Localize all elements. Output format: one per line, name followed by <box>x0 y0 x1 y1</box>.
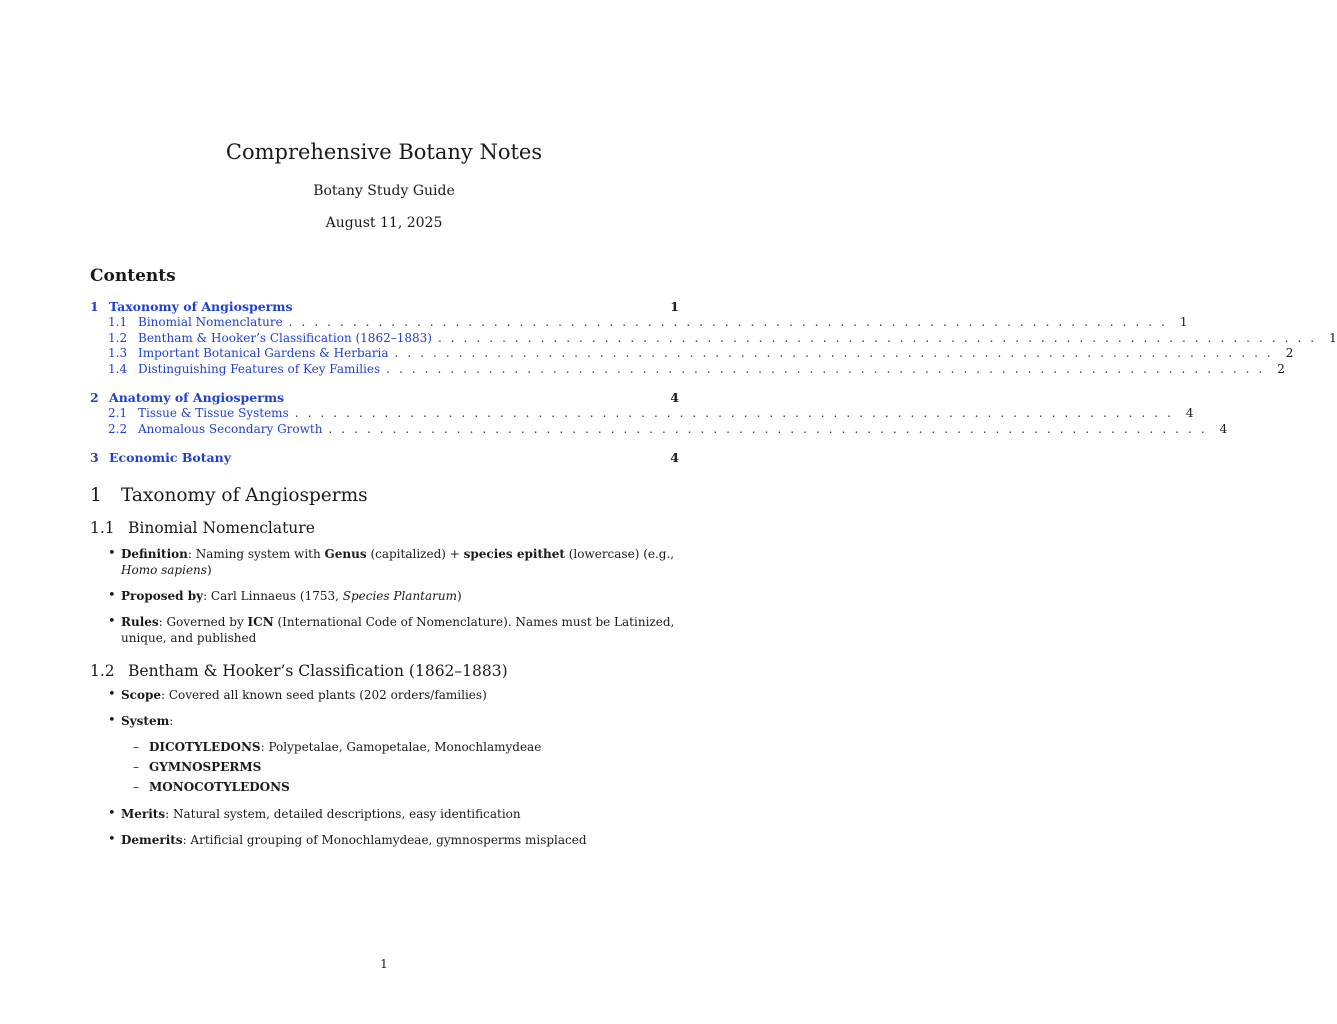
toc-entry-2-1[interactable] <box>90 406 1194 422</box>
dash-marker: – <box>133 760 139 774</box>
item-italic: Homo sapiens <box>121 563 207 577</box>
item-text: : Covered all known seed plants (202 orders/families) <box>161 688 487 702</box>
toc-entry-2-2[interactable] <box>90 421 1228 438</box>
toc-gap <box>90 437 679 450</box>
toc-entry-1-4[interactable] <box>90 361 1285 378</box>
item-text: : Carl Linnaeus (1753, <box>203 589 343 603</box>
item-label: Scope <box>121 688 162 702</box>
bullet-list <box>108 546 679 646</box>
toc-link[interactable]: Bentham & Hooker’s Classification (1862–1883) <box>138 330 432 345</box>
item-label: GYMNOSPERMS <box>149 760 262 774</box>
subsection-number: 1.1 <box>90 519 115 537</box>
toc-page: 4 <box>670 450 679 465</box>
toc-entry-section-1[interactable] <box>90 299 679 315</box>
item-text: ) <box>457 589 462 603</box>
toc-dot-leader: . . . . . . . . . . . . . . . . . . . . . . . . . . . . . . . . . . . . . . . . . . . . . . . . . . . . . . . . . . . . . . . . . . . . . <box>394 346 1274 360</box>
bullet-icon: • <box>108 614 116 629</box>
item-bold: ICN <box>247 615 274 629</box>
toc-link[interactable]: Binomial Nomenclature <box>138 315 283 329</box>
bullet-list <box>108 687 679 848</box>
toc-number: 1.2 <box>108 330 128 345</box>
bullet-icon: • <box>108 832 116 847</box>
item-text: : Artificial grouping of Monochlamydeae, gymnosperms misplaced <box>182 833 587 847</box>
toc-number: 1.4 <box>108 361 128 376</box>
subsection-title: Bentham & Hooker’s Classification (1862–1883) <box>128 662 508 680</box>
toc-dot-leader: . . . . . . . . . . . . . . . . . . . . . . . . . . . . . . . . . . . . . . . . . . . . . . . . . . . . . . . . . . . . . . . . . . . . . <box>328 421 1208 436</box>
toc-page: 1 <box>670 299 679 314</box>
toc-gap <box>90 377 679 390</box>
toc-page: 4 <box>670 390 679 405</box>
toc-entry-1-1[interactable] <box>90 315 1188 331</box>
item-label: DICOTYLEDONS <box>149 740 261 754</box>
item-text: : Polypetalae, Gamopetalae, Monochlamydeae <box>260 740 542 754</box>
item-text: : Governed by <box>158 615 248 629</box>
toc-entry-section-3[interactable] <box>90 450 679 466</box>
list-item <box>108 546 679 578</box>
list-item <box>108 614 679 646</box>
toc-link[interactable]: Anomalous Secondary Growth <box>138 421 323 436</box>
item-text: : <box>169 714 174 728</box>
item-label: Merits <box>121 807 166 821</box>
toc-page: 1 <box>1179 315 1188 329</box>
list-item <box>108 806 679 822</box>
item-label: Definition <box>121 547 188 561</box>
toc-number: 2.1 <box>108 406 128 420</box>
document-date: August 11, 2025 <box>325 215 443 231</box>
page-number: 1 <box>380 957 388 971</box>
subsection-number: 1.2 <box>90 662 115 680</box>
section-title: Taxonomy of Angiosperms <box>121 485 368 506</box>
bullet-icon: • <box>108 687 116 702</box>
bullet-icon: • <box>108 713 116 728</box>
dash-marker: – <box>133 780 139 794</box>
dash-marker: – <box>133 740 139 754</box>
toc-page: 4 <box>1219 421 1228 436</box>
toc-number: 3 <box>90 450 99 465</box>
list-item <box>108 687 679 703</box>
item-italic: Species Plantarum <box>342 589 457 603</box>
item-text: : Naming system with <box>187 547 325 561</box>
toc-link[interactable]: Economic Botany <box>109 450 231 465</box>
toc-link[interactable]: Tissue & Tissue Systems <box>138 406 289 420</box>
bullet-icon: • <box>108 806 116 821</box>
toc-spacer <box>293 299 669 315</box>
bullet-icon: • <box>108 546 116 561</box>
toc-number: 1.1 <box>108 315 128 329</box>
item-bold: Genus <box>324 547 367 561</box>
bullet-icon: • <box>108 588 116 603</box>
toc-link[interactable]: Important Botanical Gardens & Herbaria <box>138 346 389 360</box>
toc-dot-leader: . . . . . . . . . . . . . . . . . . . . . . . . . . . . . . . . . . . . . . . . . . . . . . . . . . . . . . . . . . . . . . . . . . . . . <box>386 361 1265 376</box>
toc-page: 2 <box>1277 361 1285 376</box>
document-title: Comprehensive Botany Notes <box>225 140 543 164</box>
subsection-heading <box>90 518 315 538</box>
toc-number: 2.2 <box>108 421 128 436</box>
toc-entry-1-3[interactable] <box>90 346 1294 362</box>
item-bold: species epithet <box>463 547 565 561</box>
subsection-title: Binomial Nomenclature <box>128 519 315 537</box>
toc-heading: Contents <box>90 266 176 286</box>
item-text: (lowercase) (e.g., <box>564 547 675 561</box>
toc-link[interactable]: Distinguishing Features of Key Families <box>138 361 381 376</box>
item-label: System <box>121 714 170 728</box>
list-item <box>108 588 679 604</box>
document-author: Botany Study Guide <box>313 183 455 199</box>
item-label: Rules <box>121 615 159 629</box>
toc-number: 1 <box>90 299 99 314</box>
nested-list-item <box>108 779 679 795</box>
item-text: (International Code of Nomenclature). Names must be Latinized, unique, and published <box>121 615 675 645</box>
section-heading <box>90 484 368 508</box>
nested-list-item <box>108 739 679 755</box>
toc-page: 2 <box>1285 346 1294 360</box>
list-item <box>108 713 679 729</box>
toc-spacer <box>231 450 669 466</box>
toc-page: 4 <box>1185 406 1194 420</box>
toc-dot-leader: . . . . . . . . . . . . . . . . . . . . . . . . . . . . . . . . . . . . . . . . . . . . . . . . . . . . . . . . . . . . . . . . . . . . . <box>294 406 1174 420</box>
toc-spacer <box>284 390 669 406</box>
item-label: MONOCOTYLEDONS <box>149 780 290 794</box>
toc-dot-leader: . . . . . . . . . . . . . . . . . . . . . . . . . . . . . . . . . . . . . . . . . . . . . . . . . . . . . . . . . . . . . . . . . . . . . <box>288 315 1168 329</box>
toc-number: 2 <box>90 390 99 405</box>
toc-link[interactable]: Taxonomy of Angiosperms <box>109 299 293 314</box>
table-of-contents <box>90 299 1337 466</box>
list-item <box>108 832 679 848</box>
section-number: 1 <box>90 485 102 506</box>
toc-entry-1-2[interactable] <box>90 330 1337 347</box>
item-text: ) <box>206 563 212 577</box>
toc-page: 1 <box>1329 330 1337 345</box>
toc-dot-leader: . . . . . . . . . . . . . . . . . . . . . . . . . . . . . . . . . . . . . . . . . . . . . . . . . . . . . . . . . . . . . . . . . . . . . <box>437 330 1317 345</box>
item-label: Proposed by <box>121 589 204 603</box>
subsection-heading <box>90 661 508 681</box>
item-text: (capitalized) + <box>366 547 464 561</box>
toc-number: 1.3 <box>108 346 128 360</box>
toc-entry-section-2[interactable] <box>90 390 679 406</box>
item-label: Demerits <box>121 833 183 847</box>
toc-link[interactable]: Anatomy of Angiosperms <box>109 390 285 405</box>
item-text: : Natural system, detailed descriptions, easy identification <box>165 807 521 821</box>
nested-list-item <box>108 759 679 775</box>
